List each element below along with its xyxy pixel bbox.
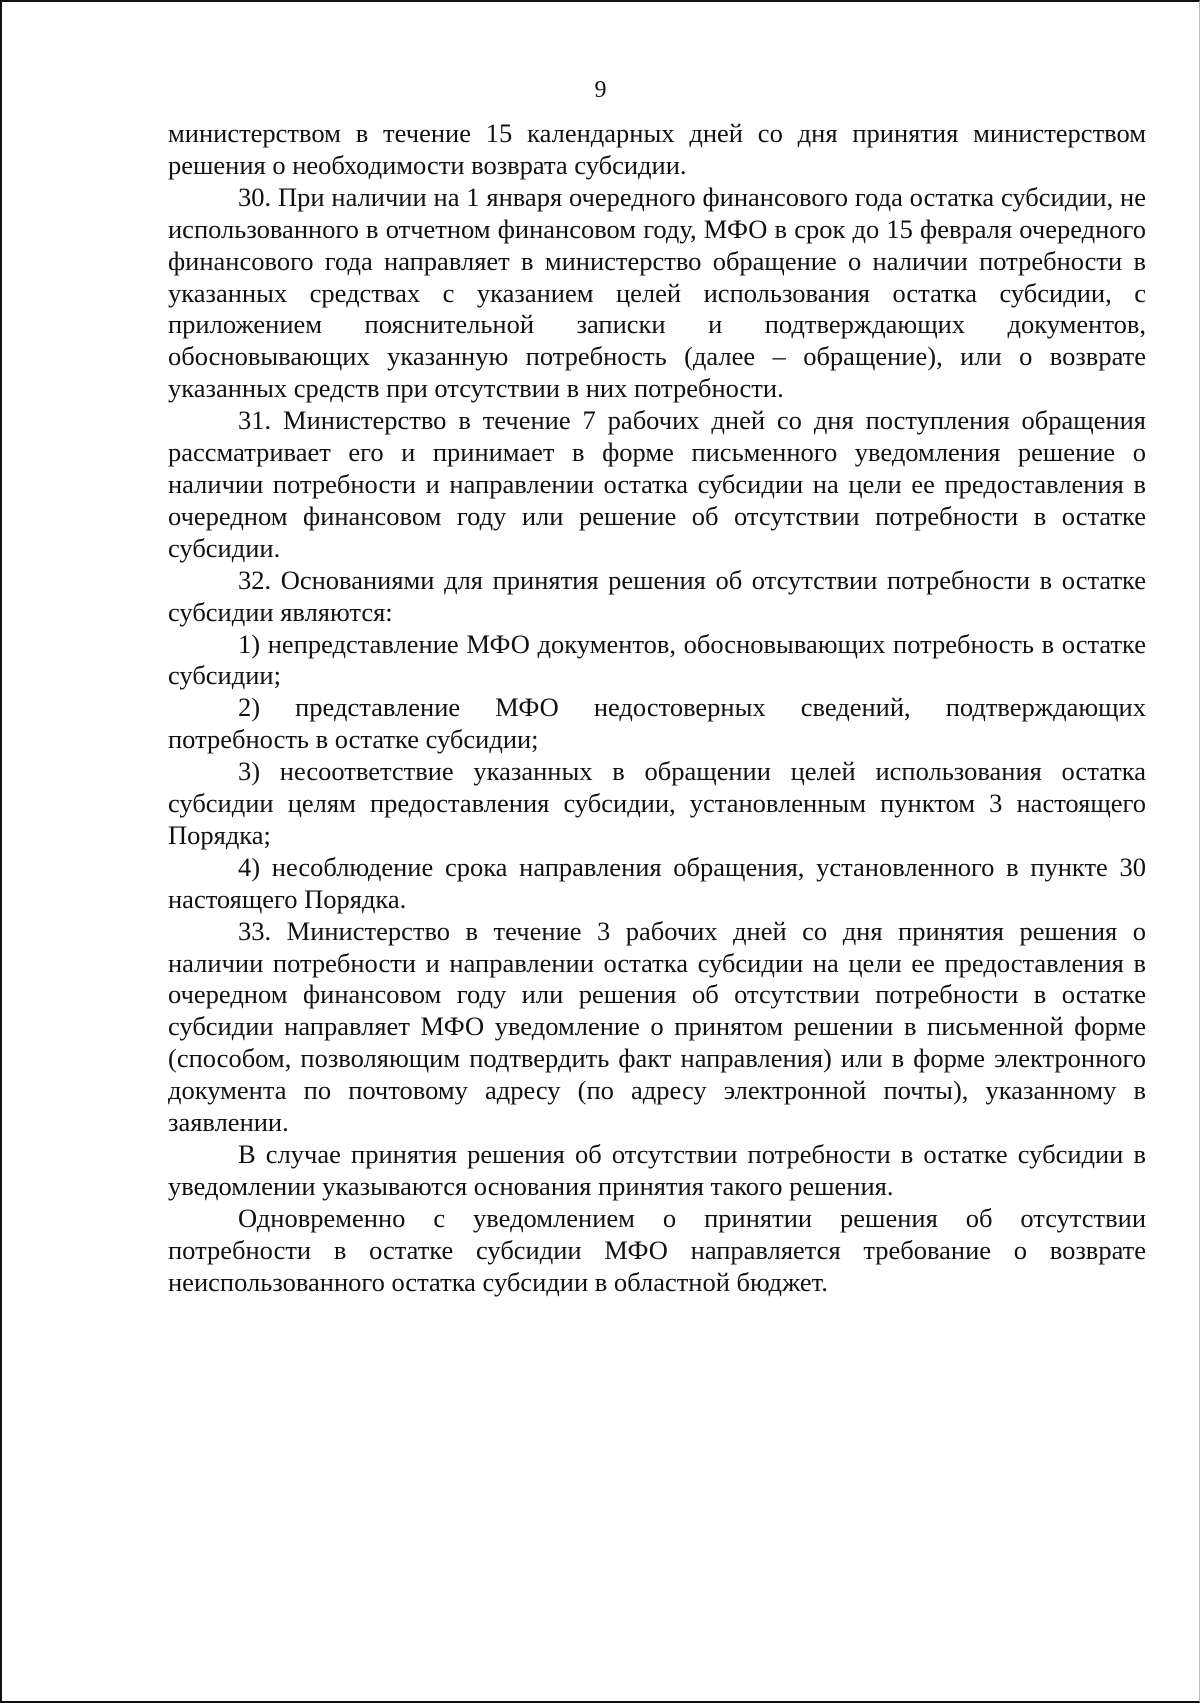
list-item-2: 2) представление МФО недостоверных сведений, подтверждающих потребность в остатке субсидии; <box>168 692 1146 755</box>
paragraph-refusal-grounds: В случае принятия решения об отсутствии потребности в остатке субсидии в уведомлении указываются основания принятия такого решения. <box>168 1139 1146 1201</box>
list-item-4: 4) несоблюдение срока направления обращения, установленного в пункте 30 настоящего Порядка. <box>168 851 1146 914</box>
paragraph-item-32: 32. Основаниями для принятия решения об отсутствии потребности в остатке субсидии являются: <box>168 564 1146 627</box>
paragraph-item-33: 33. Министерство в течение 3 рабочих дней со дня принятия решения о наличии потребности и направлении остатка субсидии на цели ее предоставления в очередном финансовом году или решения об отсутствии потребности в остатке субсидии направляет МФО уведомление о принятом решении в письменной форме (способом, позволяющим подтвердить факт направления) или в форме электронного документа по почтовому адресу (по адресу электронной почты), указанному в заявлении. <box>168 915 1146 1138</box>
paragraph-item-31: 31. Министерство в течение 7 рабочих дней со дня поступления обращения рассматривает его и принимает в форме письменного уведомления решение о наличии потребности и направлении остатка субсидии на цели ее предоставления в очередном финансовом году или решение об отсутствии потребности в остатке субсидии. <box>168 405 1146 563</box>
document-body <box>168 118 1146 1299</box>
paragraph-return-requirement: Одновременно с уведомлением о принятии решения об отсутствии потребности в остатке субсидии МФО направляется требование о возврате неиспользованного остатка субсидии в областной бюджет. <box>168 1202 1146 1297</box>
list-item-1: 1) непредставление МФО документов, обосновывающих потребность в остатке субсидии; <box>168 628 1146 691</box>
paragraph-item-30: 30. При наличии на 1 января очередного финансового года остатка субсидии, не использованного в отчетном финансовом году, МФО в срок до 15 февраля очередного финансового года направляет в министерство обращение о наличии потребности в указанных средствах с указанием целей использования остатка субсидии, с приложением пояснительной записки и подтверждающих документов, обосновывающих указанную потребность (далее – обращение), или о возврате указанных средств при отсутствии в них потребности. <box>168 181 1146 404</box>
list-item-3: 3) несоответствие указанных в обращении целей использования остатка субсидии целям предоставления субсидии, установленным пунктом 3 настоящего Порядка; <box>168 756 1146 850</box>
page-number: 9 <box>594 77 607 103</box>
paragraph-continuation: министерством в течение 15 календарных дней со дня принятия министерством решения о необходимости возврата субсидии. <box>168 118 1146 180</box>
